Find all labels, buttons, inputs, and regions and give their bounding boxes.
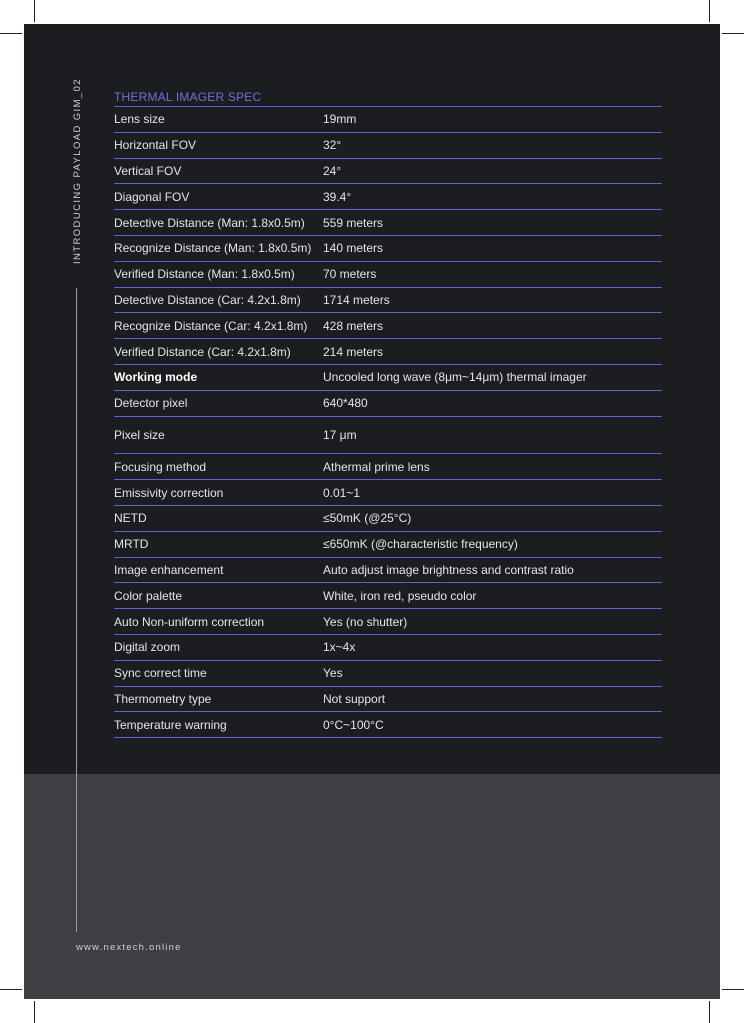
spec-label: Focusing method: [114, 459, 207, 474]
spec-label: Auto Non-uniform correction: [114, 614, 265, 629]
crop-mark: [709, 0, 710, 22]
spec-label: Pixel size: [114, 427, 165, 442]
spec-value: 559 meters: [323, 215, 384, 230]
spec-label: Detective Distance (Car: 4.2x1.8m): [114, 292, 301, 307]
spec-row: [114, 635, 662, 661]
spec-row: [114, 133, 662, 159]
spec-label: Working mode: [114, 370, 198, 385]
spec-value: White, iron red, pseudo color: [323, 588, 477, 603]
spec-row: [114, 210, 662, 236]
spec-value: ≤650mK (@characteristic frequency): [323, 537, 518, 552]
spec-row: [114, 159, 662, 185]
spec-row: [114, 480, 662, 506]
spec-row: [114, 184, 662, 210]
spec-value: 24°: [323, 163, 342, 178]
spec-value: 70 meters: [323, 267, 377, 282]
spec-value: Auto adjust image brightness and contrast ratio: [323, 562, 574, 577]
spec-row: [114, 609, 662, 635]
spec-value: 1714 meters: [323, 292, 390, 307]
spec-row: [114, 313, 662, 339]
spec-row: [114, 454, 662, 480]
spec-label: Verified Distance (Car: 4.2x1.8m): [114, 344, 291, 359]
spec-value: 214 meters: [323, 344, 384, 359]
spec-row: [114, 506, 662, 532]
spec-row: [114, 365, 662, 391]
spec-label: Temperature warning: [114, 717, 227, 732]
crop-mark: [34, 0, 35, 22]
crop-mark: [0, 989, 22, 990]
spec-row: [114, 339, 662, 365]
spec-row: [114, 532, 662, 558]
spec-row: [114, 558, 662, 584]
crop-mark: [0, 33, 22, 34]
spec-label: Horizontal FOV: [114, 138, 197, 153]
spec-value: 0°C~100°C: [323, 717, 384, 732]
spec-label: Image enhancement: [114, 562, 224, 577]
spec-value: 428 meters: [323, 318, 384, 333]
spec-value: 19mm: [323, 112, 357, 127]
spec-row: [114, 687, 662, 713]
spec-value: 17 μm: [323, 427, 357, 442]
spec-label: Detective Distance (Man: 1.8x0.5m): [114, 215, 305, 230]
spec-value: Athermal prime lens: [323, 459, 430, 474]
spec-row: [114, 236, 662, 262]
spec-label: Recognize Distance (Man: 1.8x0.5m): [114, 241, 312, 256]
side-divider: [76, 288, 77, 932]
spec-label: Vertical FOV: [114, 163, 182, 178]
side-title: INTRODUCING PAYLOAD GIM_02: [72, 78, 83, 264]
spec-table: [114, 107, 662, 738]
spec-label: MRTD: [114, 537, 149, 552]
spec-label: Verified Distance (Man: 1.8x0.5m): [114, 267, 295, 282]
spec-value: Uncooled long wave (8μm~14μm) thermal imager: [323, 370, 587, 385]
spec-value: 1x~4x: [323, 640, 356, 655]
spec-value: 640*480: [323, 396, 368, 411]
spec-label: Recognize Distance (Car: 4.2x1.8m): [114, 318, 308, 333]
spec-value: 0.01~1: [323, 485, 361, 500]
spec-value: 140 meters: [323, 241, 384, 256]
crop-mark: [722, 989, 744, 990]
spec-row: [114, 391, 662, 417]
spec-value: Yes: [323, 666, 343, 681]
spec-label: Thermometry type: [114, 691, 212, 706]
crop-mark: [722, 33, 744, 34]
spec-label: Emissivity correction: [114, 485, 224, 500]
spec-value: Not support: [323, 691, 386, 706]
crop-mark: [34, 1001, 35, 1023]
spec-row: [114, 712, 662, 738]
spec-value: 39.4°: [323, 189, 352, 204]
spec-label: NETD: [114, 511, 147, 526]
spec-value: 32°: [323, 138, 342, 153]
spec-value: Yes (no shutter): [323, 614, 408, 629]
spec-row: [114, 262, 662, 288]
spec-label: Color palette: [114, 588, 183, 603]
spec-value: ≤50mK (@25°C): [323, 511, 412, 526]
spec-label: Diagonal FOV: [114, 189, 190, 204]
footer-website-link[interactable]: www.nextech.online: [76, 942, 182, 953]
spec-label: Digital zoom: [114, 640, 181, 655]
spec-label: Sync correct time: [114, 666, 207, 681]
spec-row: [114, 661, 662, 687]
spec-title: THERMAL IMAGER SPEC: [114, 90, 262, 104]
page-grey-panel: [24, 774, 720, 999]
spec-row: [114, 583, 662, 609]
spec-row: [114, 417, 662, 455]
crop-mark: [709, 1001, 710, 1023]
spec-label: Detector pixel: [114, 396, 188, 411]
spec-row: [114, 107, 662, 133]
spec-label: Lens size: [114, 112, 165, 127]
spec-row: [114, 288, 662, 314]
